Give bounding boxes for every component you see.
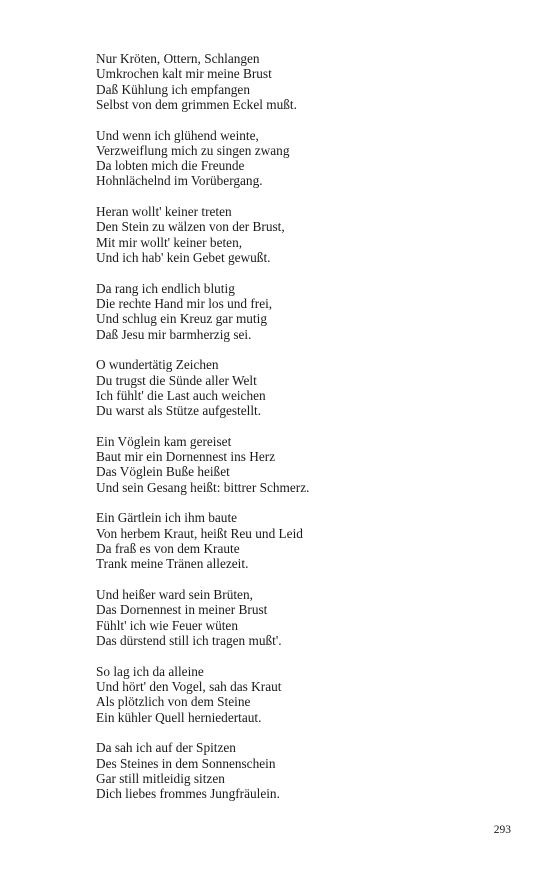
poem-line: Die rechte Hand mir los und frei, — [96, 296, 273, 312]
stanza — [96, 204, 516, 265]
poem-line: Du warst als Stütze aufgestellt. — [96, 403, 262, 419]
poem-line: So lag ich da alleine — [96, 663, 204, 679]
poem-line: Heran wollt' keiner treten — [96, 204, 232, 220]
poem-line: Und heißer ward sein Brüten, — [96, 587, 253, 603]
poem-line: Da fraß es von dem Kraute — [96, 541, 240, 557]
poem-line: Den Stein zu wälzen von der Brust, — [96, 219, 285, 235]
poem-line: Und schlug ein Kreuz gar mutig — [96, 311, 267, 327]
poem-line: Umkrochen kalt mir meine Brust — [96, 66, 272, 82]
poem-line: Mit mir wollt' keiner beten, — [96, 234, 243, 250]
poem-line: Trank meine Tränen allezeit. — [96, 556, 249, 572]
stanza — [96, 434, 516, 495]
poem-line: Daß Jesu mir barmherzig sei. — [96, 326, 252, 342]
poem-line: Ein Vöglein kam gereiset — [96, 433, 232, 449]
poem-line: Dich liebes frommes Jungfräulein. — [96, 786, 280, 802]
stanza — [96, 51, 516, 112]
stanza — [96, 357, 516, 418]
page-number: 293 — [493, 824, 511, 836]
poem-line: Da rang ich endlich blutig — [96, 280, 235, 296]
poem-line: Das Vöglein Buße heißet — [96, 464, 230, 480]
poem-line: Nur Kröten, Ottern, Schlangen — [96, 51, 260, 66]
poem-line: Da lobten mich die Freunde — [96, 158, 245, 174]
poem-line: Und ich hab' kein Gebet gewußt. — [96, 250, 271, 266]
stanza — [96, 587, 516, 648]
poem-line: Des Steines in dem Sonnenschein — [96, 755, 276, 771]
poem-line: Als plötzlich von dem Steine — [96, 694, 251, 710]
poem-line: Du trugst die Sünde aller Welt — [96, 372, 257, 388]
stanza — [96, 510, 516, 571]
poem-line: Gar still mitleidig sitzen — [96, 770, 225, 786]
poem-line: Fühlt' ich wie Feuer wüten — [96, 617, 238, 633]
poem-line: Ein Gärtlein ich ihm baute — [96, 510, 238, 526]
stanza — [96, 740, 516, 801]
poem-line: Das dürstend still ich tragen mußt'. — [96, 632, 282, 648]
poem-line: O wundertätig Zeichen — [96, 357, 219, 373]
poem-text — [96, 51, 516, 817]
poem-line: Da sah ich auf der Spitzen — [96, 740, 236, 756]
poem-line: Und sein Gesang heißt: bittrer Schmerz. — [96, 479, 310, 495]
poem-line: Das Dornennest in meiner Brust — [96, 602, 268, 618]
poem-line: Und wenn ich glühend weinte, — [96, 127, 259, 143]
poem-line: Daß Kühlung ich empfangen — [96, 81, 250, 97]
poem-line: Verzweiflung mich zu singen zwang — [96, 142, 290, 158]
stanza — [96, 664, 516, 725]
poem-line: Und hört' den Vogel, sah das Kraut — [96, 678, 282, 694]
poem-line: Ich fühlt' die Last auch weichen — [96, 387, 266, 403]
poem-line: Hohnlächelnd im Vorübergang. — [96, 173, 263, 189]
poem-line: Baut mir ein Dornennest ins Herz — [96, 449, 276, 465]
stanza — [96, 281, 516, 342]
stanza — [96, 128, 516, 189]
poem-line: Selbst von dem grimmen Eckel mußt. — [96, 96, 297, 112]
poem-line: Von herbem Kraut, heißt Reu und Leid — [96, 525, 303, 541]
poem-line: Ein kühler Quell herniedertaut. — [96, 709, 262, 725]
